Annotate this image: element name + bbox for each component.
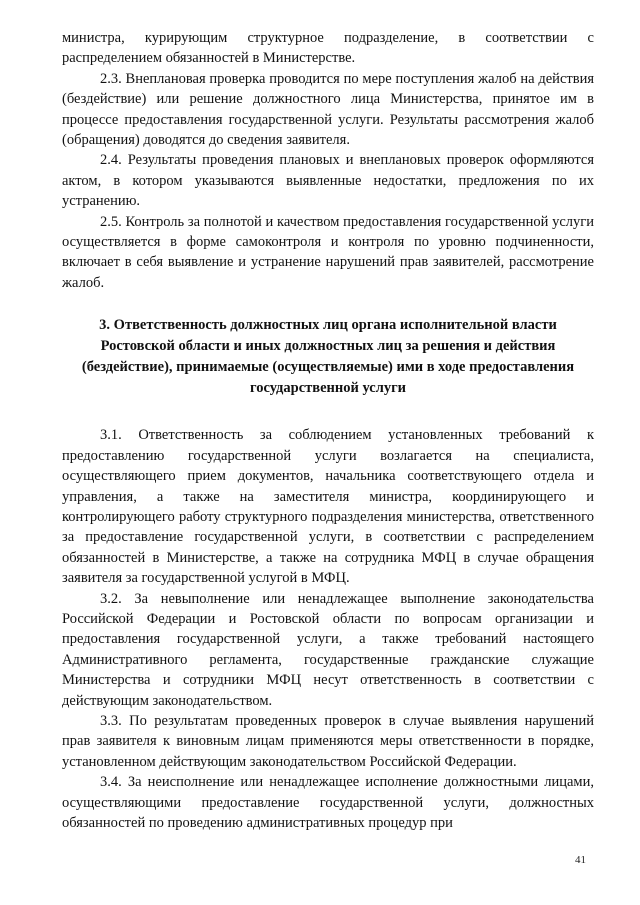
document-page	[62, 28, 594, 833]
paragraph-2-4: 2.4. Результаты проведения плановых и внеплановых проверок оформляются актом, в котором указываются выявленные недостатки, предложения по их устранению.	[62, 152, 594, 210]
section-heading: 3. Ответственность должностных лиц органа исполнительной власти Ростовской области и иных должностных лиц за решения и действия (бездействие), принимаемые (осуществляемые) ими в ходе предоставления государственной услуги	[81, 317, 575, 397]
paragraph-3-4: 3.4. За неисполнение или ненадлежащее исполнение должностными лицами, осуществляющими предоставление государственной услуги, должностных обязанностей по проведению административных процедур при	[62, 774, 594, 831]
paragraph-continuation: министра, курирующим структурное подразделение, в соответствии с распределением обязанностей в Министерстве.	[62, 30, 594, 67]
paragraph-2-3: 2.3. Внеплановая проверка проводится по мере поступления жалоб на действия (бездействие) или решение должностного лица Министерства, принятое им в процессе предоставления государственной услуги. Результаты рассмотрения жалоб (обращения) доводятся до сведения заявителя.	[62, 70, 594, 149]
paragraph-3-3: 3.3. По результатам проведенных проверок в случае выявления нарушений прав заявителя к виновным лицам применяются меры ответственности в порядке, установленном действующим законодательством Российской Федерации.	[62, 712, 594, 770]
paragraph-3-1: 3.1. Ответственность за соблюдением установленных требований к предоставлению государственной услуги возлагается на специалиста, осуществляющего прием документов, начальника соответствующего отдела и управления, а также на заместителя министра, координирующего и контролирующего работу структурного подразделения министерства, ответственного за предоставление государственной услуги, в соответствии с распределением обязанностей в Министерстве, а также на сотрудника МФЦ в случае обращения заявителя за государственной услугой в МФЦ.	[62, 427, 594, 587]
page-number: 41	[575, 854, 586, 866]
paragraph-3-2: 3.2. За невыполнение или ненадлежащее выполнение законодательства Российской Федерации и Ростовской области по вопросам организации и предоставления государственной услуги, а также требований настоящего Административного регламента, государственные гражданские служащие Министерства и сотрудники МФЦ несут ответственность в соответствии с действующим законодательством.	[62, 590, 594, 709]
paragraph-2-5: 2.5. Контроль за полнотой и качеством предоставления государственной услуги осуществляется в форме самоконтроля и контроля по уровню подчиненности, включает в себя выявление и устранение нарушений прав заявителей, рассмотрение жалоб.	[62, 213, 594, 291]
